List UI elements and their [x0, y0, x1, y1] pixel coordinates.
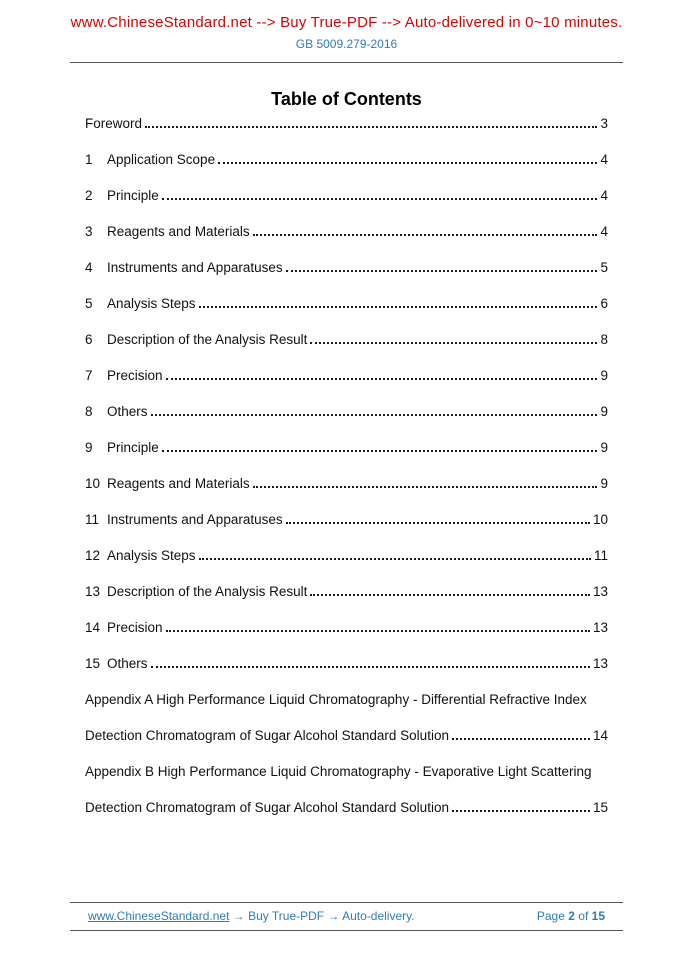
toc-entry: [85, 152, 608, 188]
toc-entry-page: 9: [600, 476, 608, 491]
toc-entry: [85, 548, 608, 584]
toc-entry-page: 13: [592, 620, 608, 635]
toc-entry: [85, 368, 608, 404]
toc-entry: [85, 692, 608, 728]
of-word: of: [578, 909, 589, 923]
toc-entry-label: Detection Chromatogram of Sugar Alcohol Standard Solution: [85, 728, 449, 743]
toc-entry-page: 9: [600, 404, 608, 419]
toc-entry: [85, 512, 608, 548]
toc-entry-page: 13: [592, 584, 608, 599]
toc-dot-leader: [162, 450, 598, 452]
toc-entry-label: Description of the Analysis Result: [107, 584, 308, 599]
toc-entry: [85, 440, 608, 476]
toc-dot-leader: [166, 378, 598, 380]
toc-entry-page: 4: [600, 188, 608, 203]
toc-entry-label: Analysis Steps: [107, 296, 196, 311]
toc-entry: [85, 188, 608, 224]
footer-tagline: [88, 909, 415, 923]
toc-dot-leader: [253, 234, 598, 236]
promo-banner: www.ChineseStandard.net --> Buy True-PDF --> Auto-delivered in 0~10 minutes.: [70, 14, 623, 31]
toc-entry-page: 3: [600, 116, 608, 131]
page-word: Page: [536, 909, 565, 923]
toc-entry-label: Foreword: [85, 116, 143, 131]
toc-entry-label: Reagents and Materials: [107, 476, 250, 491]
toc-entry-page: 4: [600, 152, 608, 167]
toc-entry: [85, 404, 608, 440]
toc-entry-label: Description of the Analysis Result: [107, 332, 308, 347]
page-total: 15: [591, 909, 605, 923]
toc-dot-leader: [452, 810, 590, 812]
page-current: 2: [568, 909, 575, 923]
toc-entry-label: Application Scope: [107, 152, 216, 167]
toc-entry-number: 5: [85, 296, 93, 311]
toc-entry: [85, 728, 608, 764]
standard-code: GB 5009.279-2016: [295, 37, 398, 51]
toc-entry-label: Precision: [107, 620, 163, 635]
toc-entry: [85, 224, 608, 260]
toc-entry: [85, 800, 608, 836]
toc-entry-number: 14: [85, 620, 101, 635]
toc-entry-label: Principle: [107, 440, 159, 455]
toc-entry-label: Others: [107, 404, 148, 419]
toc-entry-page: 13: [592, 656, 608, 671]
toc-entry-number: 15: [85, 656, 101, 671]
toc-entry-number: 2: [85, 188, 93, 203]
toc-entry-label: Instruments and Apparatuses: [107, 512, 283, 527]
toc-dot-leader: [452, 738, 590, 740]
toc-entry: [85, 584, 608, 620]
toc-entry-page: 10: [592, 512, 608, 527]
toc-entry: [85, 764, 608, 800]
toc-entry-label: Others: [107, 656, 148, 671]
table-of-contents: [85, 116, 608, 836]
toc-entry-number: 12: [85, 548, 101, 563]
toc-entry-label: Instruments and Apparatuses: [107, 260, 283, 275]
footer-tagline-text: → Buy True-PDF → Auto-delivery.: [229, 909, 415, 923]
toc-dot-leader: [286, 522, 590, 524]
toc-entry-number: 11: [85, 512, 100, 527]
toc-entry: [85, 260, 608, 296]
toc-entry-page: 6: [600, 296, 608, 311]
toc-entry-label: Reagents and Materials: [107, 224, 250, 239]
toc-entry-page: 9: [600, 440, 608, 455]
toc-dot-leader: [166, 630, 590, 632]
toc-entry: [85, 296, 608, 332]
page-indicator: [537, 909, 605, 923]
toc-dot-leader: [253, 486, 598, 488]
toc-entry-number: 1: [85, 152, 93, 167]
toc-entry-label: Appendix A High Performance Liquid Chromatography - Differential Refractive Index: [85, 692, 587, 707]
toc-entry-label: Detection Chromatogram of Sugar Alcohol Standard Solution: [85, 800, 449, 815]
toc-entry-page: 14: [592, 728, 608, 743]
toc-dot-leader: [199, 558, 591, 560]
page-footer: [70, 902, 623, 931]
toc-dot-leader: [310, 342, 597, 344]
toc-dot-leader: [145, 126, 597, 128]
toc-dot-leader: [162, 198, 598, 200]
toc-entry-number: 10: [85, 476, 101, 491]
toc-entry-number: 4: [85, 260, 93, 275]
toc-entry: [85, 332, 608, 368]
toc-dot-leader: [199, 306, 598, 308]
toc-dot-leader: [151, 666, 590, 668]
toc-entry-page: 11: [593, 548, 608, 563]
toc-entry-number: 9: [85, 440, 93, 455]
page-title: Table of Contents: [271, 89, 422, 109]
toc-entry-number: 6: [85, 332, 93, 347]
toc-entry-number: 8: [85, 404, 93, 419]
toc-entry-number: 13: [85, 584, 101, 599]
toc-entry: [85, 620, 608, 656]
footer-site-link[interactable]: www.ChineseStandard.net: [88, 909, 230, 923]
toc-entry-page: 15: [592, 800, 608, 815]
toc-entry-page: 4: [600, 224, 608, 239]
toc-entry-number: 3: [85, 224, 93, 239]
toc-entry-label: Analysis Steps: [107, 548, 196, 563]
toc-dot-leader: [310, 594, 590, 596]
toc-entry: [85, 476, 608, 512]
toc-entry-label: Precision: [107, 368, 163, 383]
toc-dot-leader: [151, 414, 598, 416]
toc-dot-leader: [286, 270, 598, 272]
toc-entry-label: Principle: [107, 188, 159, 203]
toc-entry-number: 7: [85, 368, 93, 383]
toc-entry-page: 8: [600, 332, 608, 347]
toc-entry-page: 5: [600, 260, 608, 275]
header-divider: [70, 62, 623, 63]
toc-entry: [85, 656, 608, 692]
toc-entry: [85, 116, 608, 152]
toc-dot-leader: [218, 162, 597, 164]
toc-entry-label: Appendix B High Performance Liquid Chromatography - Evaporative Light Scattering: [85, 764, 592, 779]
toc-entry-page: 9: [600, 368, 608, 383]
